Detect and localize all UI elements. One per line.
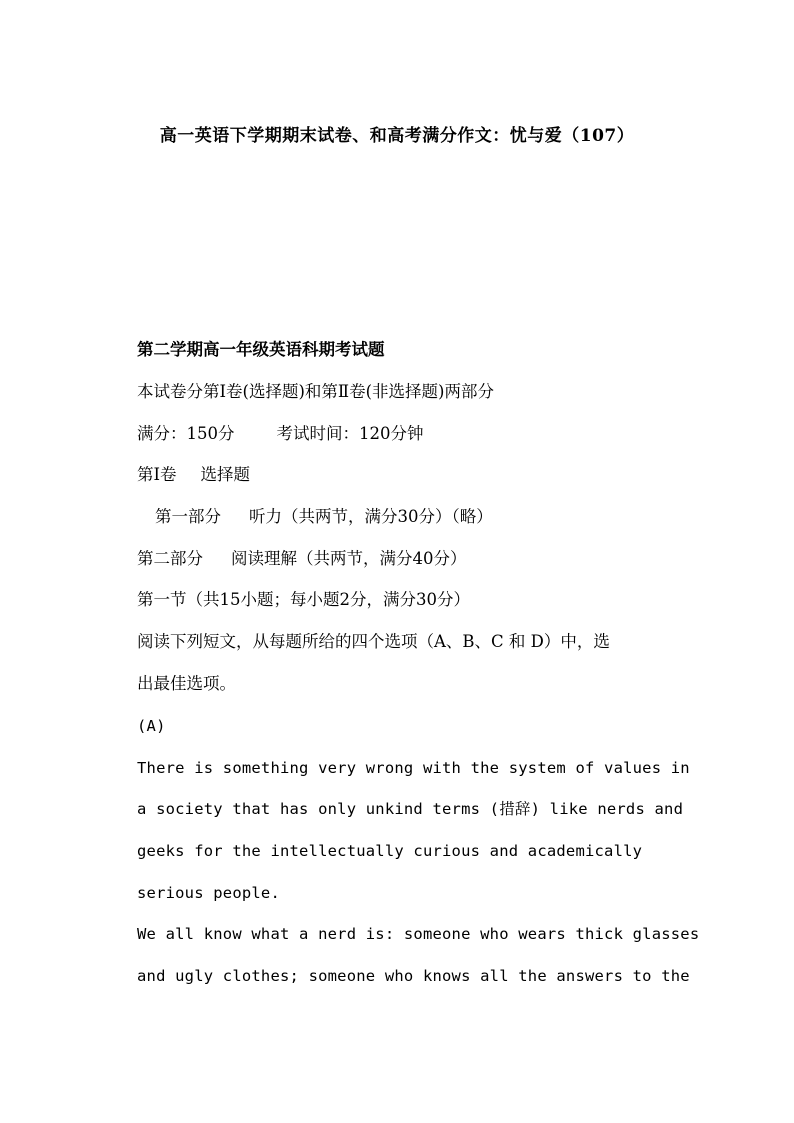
- volume-line: [137, 464, 250, 486]
- part1-desc: 听力（共两节，满分30分）（略）: [249, 507, 493, 526]
- section1-line: [137, 589, 470, 611]
- instruction-line-1: 阅读下列短文，从每题所给的四个选项（A、B、C 和 D）中，选: [137, 632, 610, 651]
- volume-label: 第Ⅰ卷: [137, 465, 177, 484]
- part2-desc: 阅读理解（共两节，满分40分）: [231, 549, 467, 568]
- passage-line-1: There is something very wrong with the system of values in: [137, 759, 690, 777]
- passage-line-2: a society that has only unkind terms (措辞) like nerds and: [137, 800, 684, 818]
- passage-line-6: and ugly clothes; someone who knows all the answers to the: [137, 967, 690, 985]
- instruction-line-2: 出最佳选项。: [137, 674, 236, 693]
- intro-line: 本试卷分第Ⅰ卷(选择题)和第Ⅱ卷(非选择题)两部分: [137, 382, 494, 401]
- score-time-line: [137, 423, 424, 445]
- passage-label: (A): [137, 717, 166, 735]
- part1-line: [155, 506, 493, 528]
- time-label: 考试时间：120分钟: [276, 424, 424, 443]
- passage-line-3: geeks for the intellectually curious and academically: [137, 842, 643, 860]
- part2-label: 第二部分: [137, 549, 203, 568]
- document-title: 高一英语下学期期末试卷、和高考满分作文：忧与爱（107）: [159, 126, 635, 146]
- score-label: 满分：150分: [137, 424, 235, 443]
- volume-type: 选择题: [200, 465, 251, 484]
- part2-line: [137, 548, 467, 570]
- passage-line-5: We all know what a nerd is: someone who wears thick glasses: [137, 925, 700, 943]
- passage-line-4: serious people.: [137, 884, 280, 902]
- section1-desc: （共15小题；每小题2分，满分30分）: [186, 590, 470, 609]
- part1-label: 第一部分: [155, 507, 221, 526]
- section1-label: 第一节: [137, 590, 187, 609]
- exam-heading: 第二学期高一年级英语科期考试题: [137, 340, 385, 359]
